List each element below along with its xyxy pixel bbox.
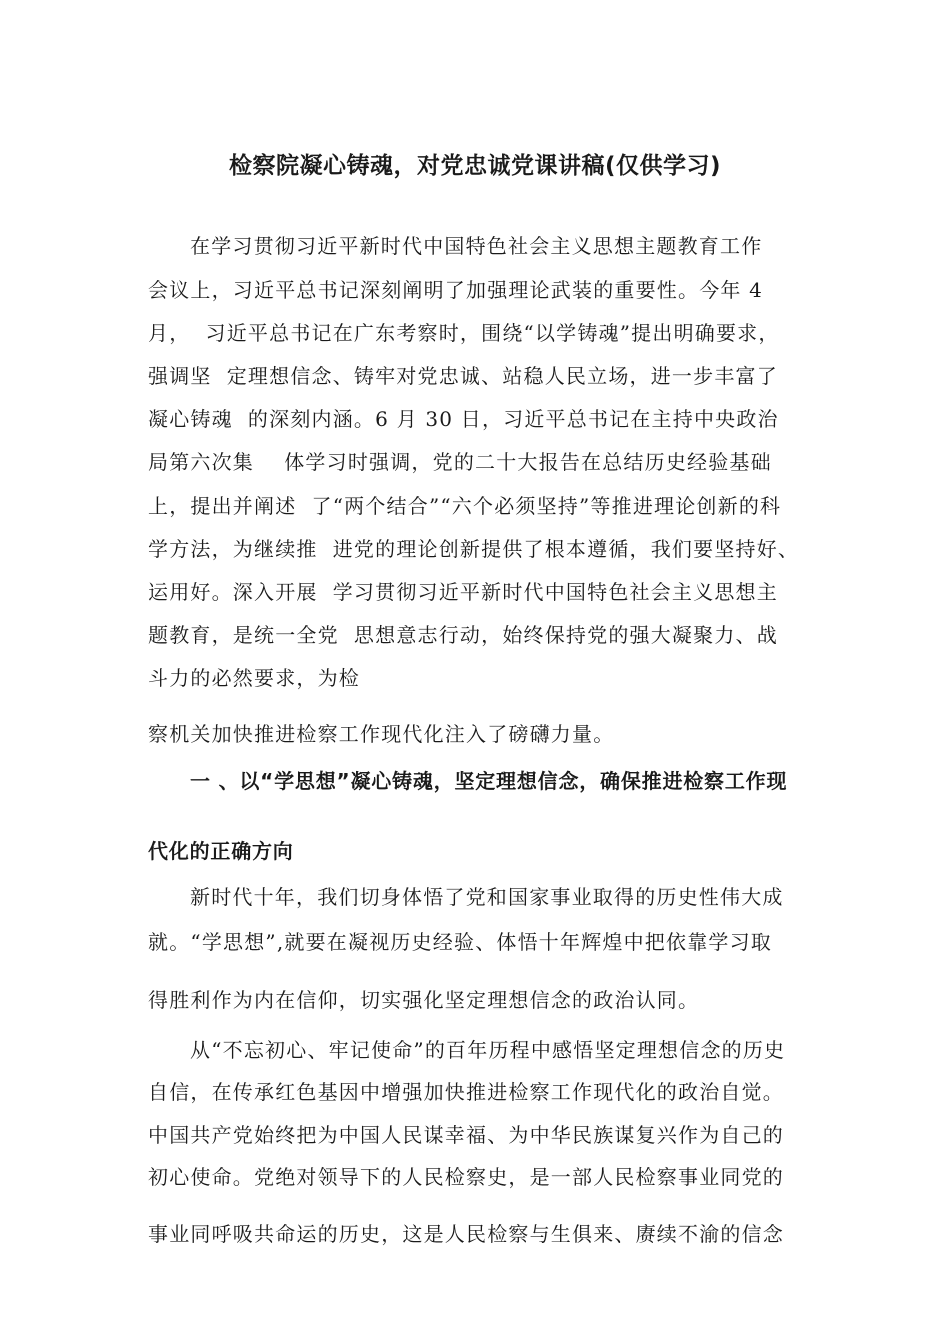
paragraph-line: 自信，在传承红色基因中增强加快推进检察工作现代化的政治自觉。 [148,1080,784,1104]
paragraph-line: 就。“学思想”,就要在凝视历史经验、体悟十年辉煌中把依靠学习取 [148,930,773,954]
paragraph-line: 得胜利作为内在信仰，切实强化坚定理想信念的政治认同。 [148,988,700,1012]
paragraph-line: 中国共产党始终把为中国人民谋幸福、为中华民族谋复兴作为自己的 [148,1123,784,1147]
paragraph-line: 事业同呼吸共命运的历史，这是人民检察与生俱来、赓续不渝的信念 [148,1222,784,1246]
paragraph-line: 从“不忘初心、牢记使命”的百年历程中感悟坚定理想信念的历史 [190,1038,786,1062]
paragraph-line: 学方法，为继续推 进党的理论创新提供了根本遵循，我们要坚持好、 [148,537,800,561]
paragraph-line: 上，提出并阐述 了“两个结合”“六个必须坚持”等推进理论创新的科 [148,494,782,518]
document-title: 检察院凝心铸魂，对党忠诚党课讲稿(仅供学习) [228,153,722,179]
section-heading: 一 、以“学思想”凝心铸魂，坚定理想信念，确保推进检察工作现 [190,769,788,793]
paragraph-line: 会议上，习近平总书记深刻阐明了加强理论武装的重要性。今年 4 [148,278,764,302]
paragraph-line: 斗力的必然要求，为检 [148,666,360,690]
paragraph-line: 察机关加快推进检察工作现代化注入了磅礴力量。 [148,722,615,746]
paragraph-line: 月， 习近平总书记在广东考察时，围绕“以学铸魂”提出明确要求， [148,321,780,345]
paragraph-line: 新时代十年，我们切身体悟了党和国家事业取得的历史性伟大成 [190,885,784,909]
paragraph-line: 题教育，是统一全党 思想意志行动，始终保持党的强大凝聚力、战 [148,623,778,647]
paragraph-line: 强调坚 定理想信念、铸牢对党忠诚、站稳人民立场，进一步丰富了 [148,364,778,388]
paragraph-line: 运用好。深入开展 学习贯彻习近平新时代中国特色社会主义思想主 [148,580,778,604]
paragraph-line: 初心使命。党绝对领导下的人民检察史，是一部人民检察事业同党的 [148,1165,784,1189]
section-heading: 代化的正确方向 [148,839,294,863]
paragraph-line: 局第六次集 体学习时强调，党的二十大报告在总结历史经验基础 [148,450,772,474]
paragraph-line: 在学习贯彻习近平新时代中国特色社会主义思想主题教育工作 [190,234,763,258]
paragraph-line: 凝心铸魂 的深刻内涵。6 月 30 日，习近平总书记在主持中央政治 [148,407,779,431]
